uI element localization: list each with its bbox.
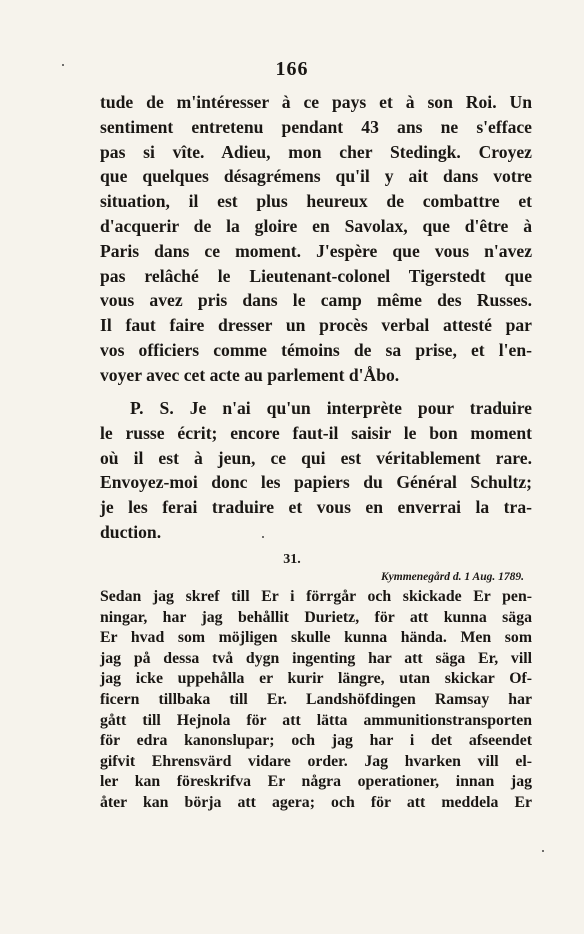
text-line: voyer avec cet acte au parlement d'Åbo. [100, 364, 400, 385]
text-line: d'acquerir de la gloire en Savolax, que d'être à [100, 215, 532, 236]
text-line: duction. [100, 521, 162, 542]
text-line: Er hvad som möjligen skulle kunna hända. Men som [100, 629, 532, 647]
print-speck [542, 850, 544, 852]
text-line: Envoyez-moi donc les papiers du Général Schultz; [100, 472, 532, 493]
text-line: pas relâché le Lieutenant-colonel Tigerstedt que [100, 265, 532, 286]
text-line: för edra kanonslupar; och jag har i det afseendet [100, 732, 532, 750]
letter-30-continuation [100, 90, 532, 388]
print-speck [262, 536, 264, 538]
text-line: tude de m'intéresser à ce pays et à son Roi. Un [100, 92, 532, 112]
letter-31-body [100, 587, 532, 814]
text-line: situation, il est plus heureux de combattre et [100, 191, 532, 212]
text-line: que quelques désagrémens qu'il y ait dans votre [100, 166, 532, 187]
letter-dateline: Kymmenegård d. 1 Aug. 1789. [380, 571, 524, 583]
text-line: Sedan jag skref till Er i förrgår och skickade Er pen- [100, 588, 532, 605]
print-speck [62, 64, 64, 66]
postscript [100, 396, 532, 545]
text-line: pas si vîte. Adieu, mon cher Stedingk. Croyez [100, 141, 532, 162]
text-line: gifvit Ehrensvärd vidare order. Jag hvarken vill el- [100, 752, 532, 770]
text-line: jag icke uppehålla er kurir längre, utan skickar Of- [100, 670, 532, 688]
text-line: Il faut faire dresser un procès verbal attesté par [100, 315, 532, 336]
text-line: P. S. Je n'ai qu'un interprète pour traduire [130, 398, 532, 418]
text-line: ler kan föreskrifva Er några operationer, innan jag [100, 773, 532, 791]
text-line: jag på dessa två dygn ingenting har att säga Er, vill [100, 649, 532, 667]
text-line: le russe écrit; encore faut-il saisir le bon moment [100, 422, 532, 443]
text-line: où il est à jeun, ce qui est véritablement rare. [100, 447, 532, 468]
letter-number: 31. [283, 552, 301, 567]
text-line: ningar, har jag behållit Durietz, för att kunna säga [100, 608, 532, 626]
text-line: vous avez pris dans le camp même des Russes. [100, 290, 532, 311]
text-line: sentiment entretenu pendant 43 ans ne s'efface [100, 116, 532, 137]
text-line: åter kan börja att agera; och för att meddela Er [100, 793, 532, 811]
text-line: Paris dans ce moment. J'espère que vous n'avez [100, 240, 532, 261]
text-line: gått till Hejnola för att lätta ammunitionstransporten [100, 711, 532, 729]
text-line: je les ferai traduire et vous en enverrai la tra- [100, 497, 532, 518]
page-number: 166 [275, 58, 309, 80]
text-line: vos officiers comme témoins de sa prise, et l'en- [100, 339, 532, 360]
text-line: ficern tillbaka till Er. Landshöfdingen Ramsay har [100, 690, 532, 708]
